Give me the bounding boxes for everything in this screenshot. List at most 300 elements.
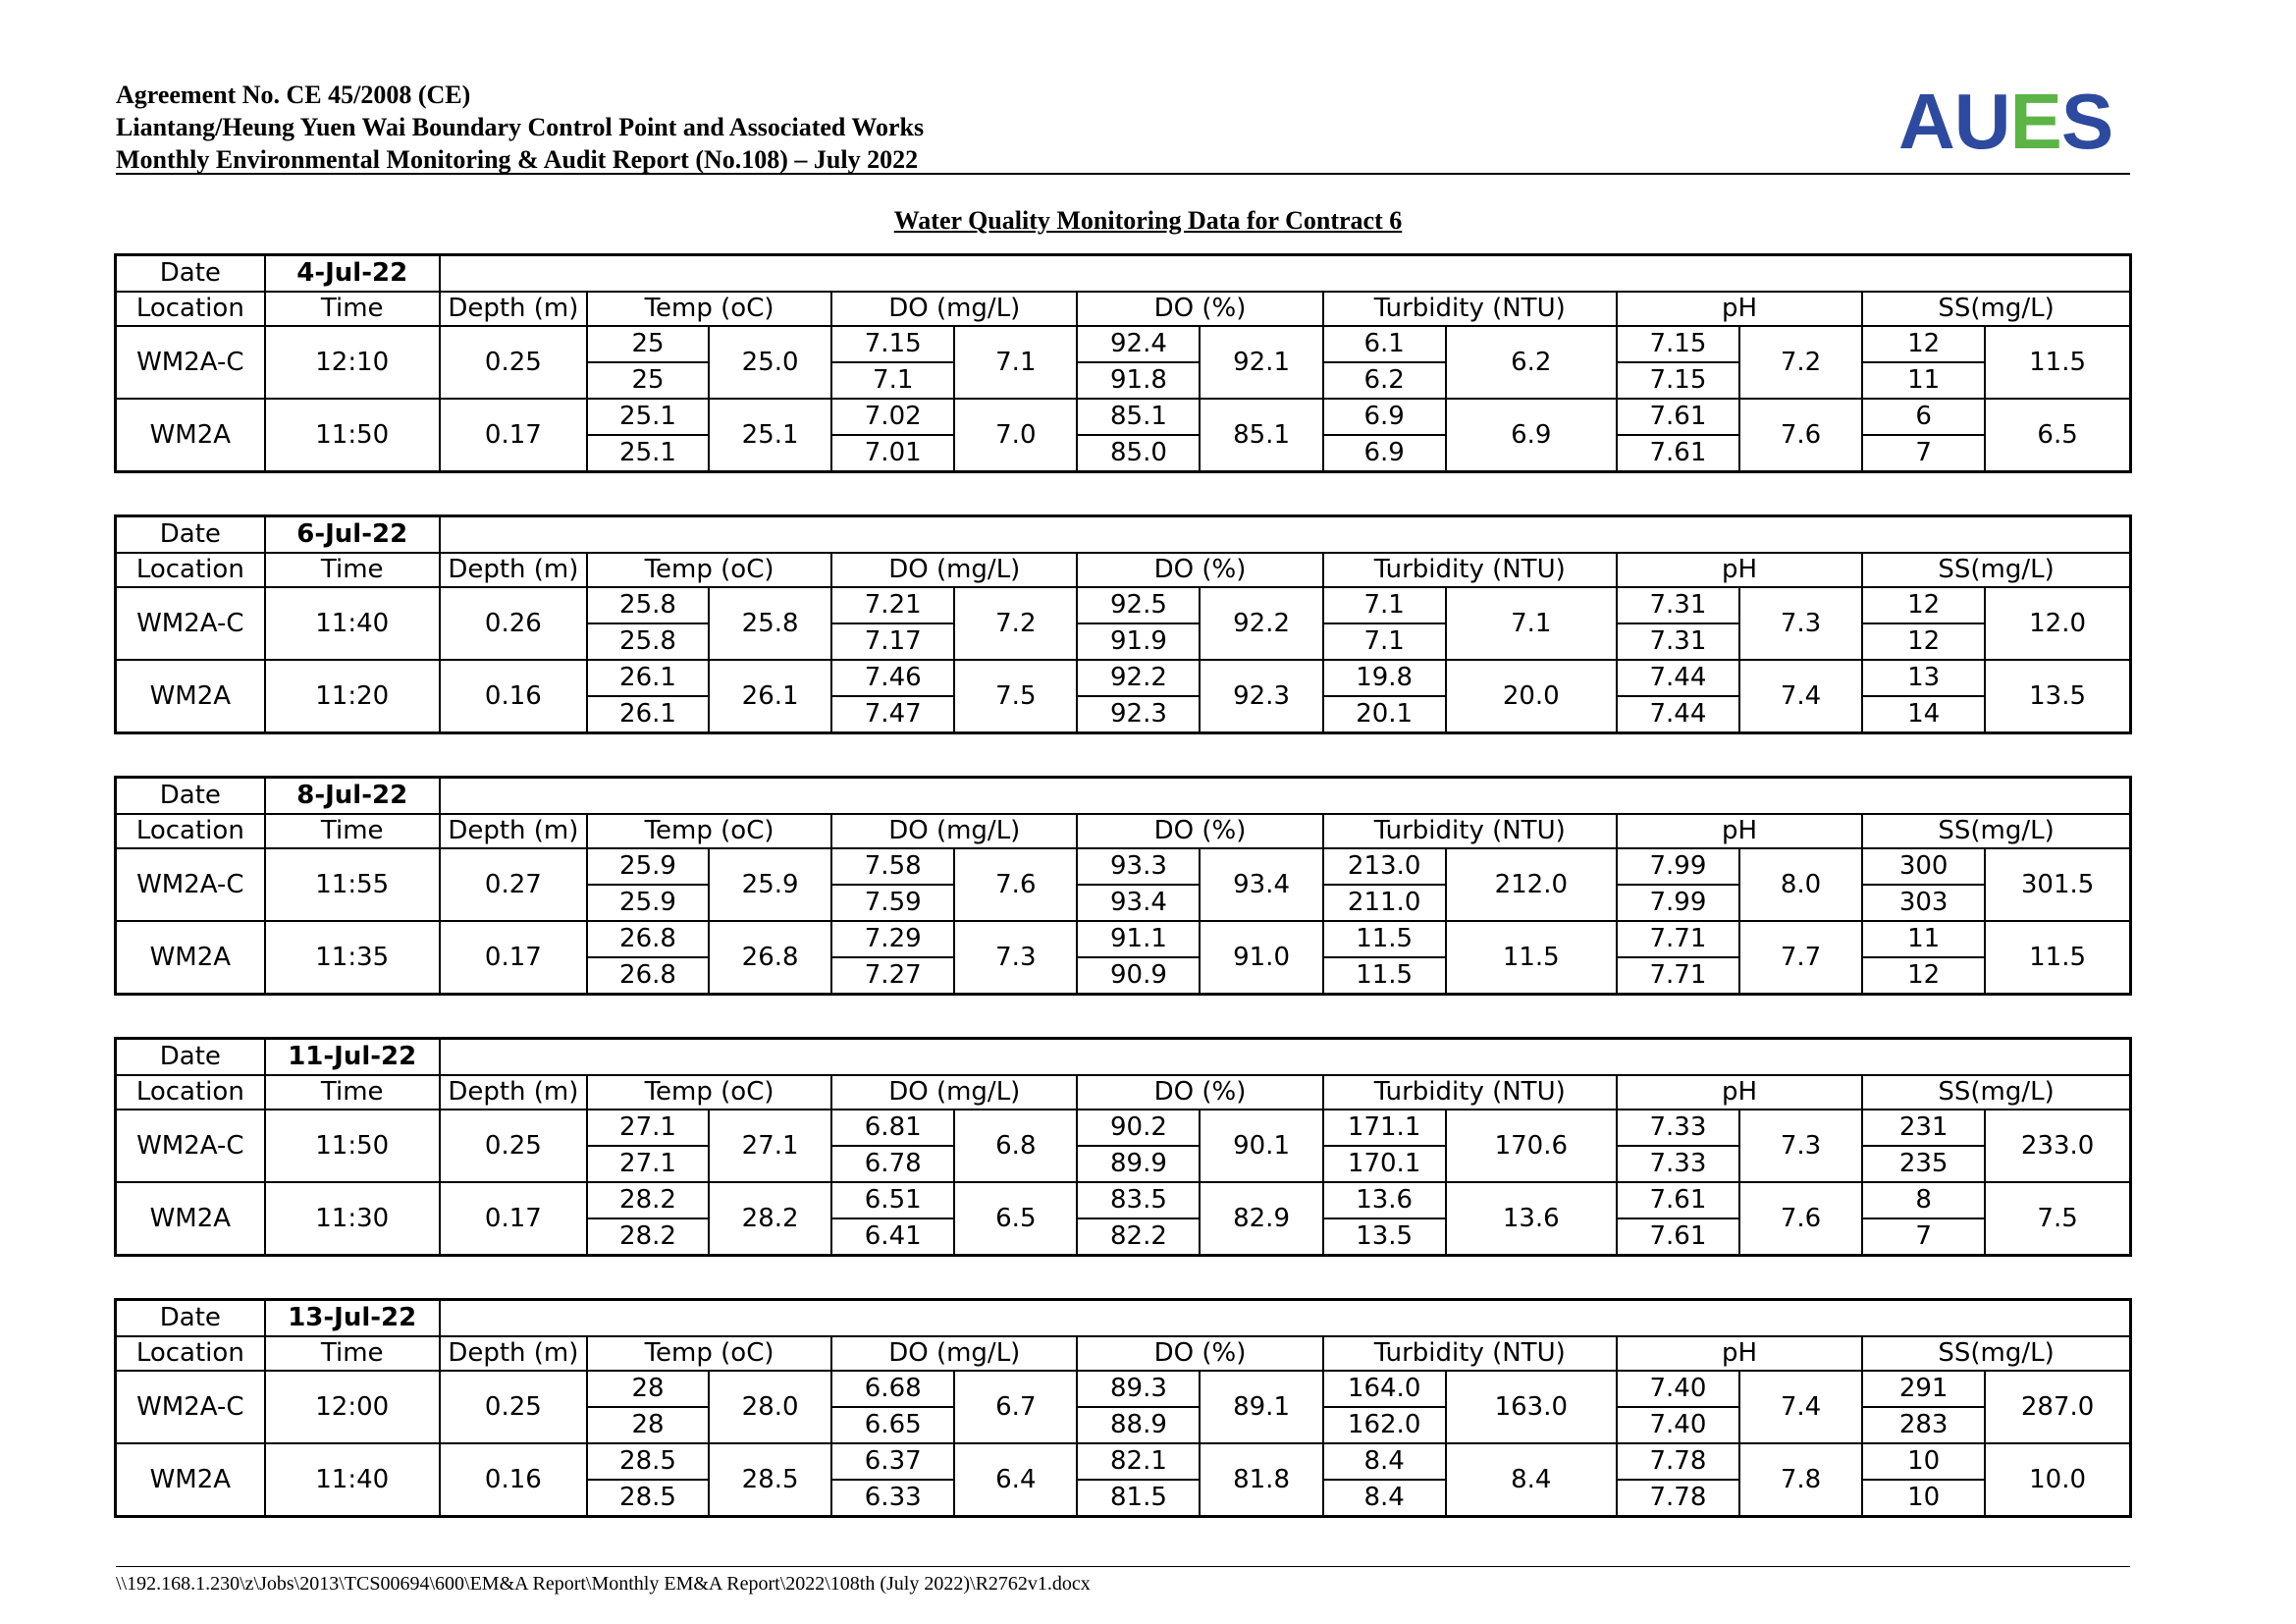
table-row (116, 399, 2131, 435)
location-cell: WM2A-C (116, 848, 265, 921)
do-pct-reading-1: 91.1 (1077, 921, 1200, 957)
temp-reading-2: 25.9 (587, 885, 709, 921)
do-mgl-average: 7.0 (954, 399, 1077, 472)
turbidity-reading-2: 8.4 (1323, 1480, 1446, 1517)
time-cell: 12:00 (265, 1371, 440, 1443)
temp-reading-2: 25 (587, 362, 709, 399)
do-mgl-reading-2: 6.78 (831, 1146, 954, 1182)
do-pct-reading-2: 81.5 (1077, 1480, 1200, 1517)
column-header-row (116, 553, 2131, 587)
do-mgl-reading-2: 6.33 (831, 1480, 954, 1517)
time-cell: 11:35 (265, 921, 440, 995)
turbidity-average: 7.1 (1446, 587, 1617, 660)
depth-cell: 0.25 (440, 326, 587, 399)
turbidity-reading-1: 19.8 (1323, 660, 1446, 696)
table-row (116, 1110, 2131, 1146)
ph-reading-1: 7.44 (1617, 660, 1739, 696)
temp-average: 26.1 (709, 660, 831, 733)
do-mgl-reading-2: 7.47 (831, 696, 954, 733)
ss-average: 7.5 (1985, 1182, 2130, 1256)
header-turbidity: Turbidity (NTU) (1323, 814, 1617, 848)
depth-cell: 0.27 (440, 848, 587, 921)
do-pct-reading-2: 91.8 (1077, 362, 1200, 399)
ph-average: 7.3 (1739, 587, 1862, 660)
do-pct-average: 91.0 (1200, 921, 1322, 995)
header-do-pct: DO (%) (1077, 1336, 1322, 1371)
do-mgl-average: 7.6 (954, 848, 1077, 921)
do-pct-reading-2: 82.2 (1077, 1218, 1200, 1256)
do-pct-average: 81.8 (1200, 1443, 1322, 1517)
header-do-pct: DO (%) (1077, 292, 1322, 326)
turbidity-reading-2: 162.0 (1323, 1407, 1446, 1443)
date-table (114, 253, 2132, 473)
table-row (116, 587, 2131, 623)
turbidity-reading-1: 11.5 (1323, 921, 1446, 957)
ss-reading-2: 12 (1862, 957, 1985, 995)
do-mgl-average: 7.1 (954, 326, 1077, 399)
header-location: Location (116, 814, 265, 848)
ph-reading-1: 7.31 (1617, 587, 1739, 623)
ss-average: 12.0 (1985, 587, 2130, 660)
ph-average: 8.0 (1739, 848, 1862, 921)
date-row (116, 1039, 2131, 1076)
do-mgl-reading-2: 6.65 (831, 1407, 954, 1443)
do-mgl-reading-2: 7.27 (831, 957, 954, 995)
turbidity-reading-1: 6.9 (1323, 399, 1446, 435)
temp-average: 26.8 (709, 921, 831, 995)
do-mgl-average: 7.2 (954, 587, 1077, 660)
header-ph: pH (1617, 1336, 1862, 1371)
column-header-row (116, 1336, 2131, 1371)
temp-average: 25.1 (709, 399, 831, 472)
footer-divider (116, 1566, 2130, 1567)
location-cell: WM2A (116, 1182, 265, 1256)
ss-reading-2: 303 (1862, 885, 1985, 921)
ph-average: 7.3 (1739, 1110, 1862, 1182)
temp-reading-1: 25 (587, 326, 709, 362)
header-do-pct: DO (%) (1077, 814, 1322, 848)
do-mgl-reading-1: 7.15 (831, 326, 954, 362)
turbidity-reading-2: 11.5 (1323, 957, 1446, 995)
do-pct-reading-1: 93.3 (1077, 848, 1200, 885)
turbidity-average: 11.5 (1446, 921, 1617, 995)
ss-reading-1: 12 (1862, 326, 1985, 362)
header-ss: SS(mg/L) (1862, 1075, 2130, 1110)
header-ss: SS(mg/L) (1862, 814, 2130, 848)
ss-reading-1: 10 (1862, 1443, 1985, 1480)
header-ph: pH (1617, 1075, 1862, 1110)
header-time: Time (265, 292, 440, 326)
column-header-row (116, 292, 2131, 326)
temp-reading-1: 28.2 (587, 1182, 709, 1218)
date-label: Date (116, 778, 265, 815)
temp-reading-1: 26.1 (587, 660, 709, 696)
temp-reading-2: 25.1 (587, 435, 709, 472)
ss-reading-1: 11 (1862, 921, 1985, 957)
header-location: Location (116, 1336, 265, 1371)
table-row (116, 921, 2131, 957)
temp-reading-2: 26.8 (587, 957, 709, 995)
do-mgl-average: 6.7 (954, 1371, 1077, 1443)
turbidity-reading-1: 13.6 (1323, 1182, 1446, 1218)
turbidity-reading-2: 20.1 (1323, 696, 1446, 733)
header-depth: Depth (m) (440, 553, 587, 587)
date-value: 13-Jul-22 (265, 1300, 440, 1337)
turbidity-reading-1: 171.1 (1323, 1110, 1446, 1146)
do-mgl-reading-1: 7.46 (831, 660, 954, 696)
ss-reading-2: 12 (1862, 623, 1985, 660)
header-temp: Temp (oC) (587, 1075, 831, 1110)
date-row-blank (440, 1300, 2131, 1337)
ph-average: 7.4 (1739, 1371, 1862, 1443)
do-pct-reading-1: 83.5 (1077, 1182, 1200, 1218)
table-row (116, 1182, 2131, 1218)
ph-reading-1: 7.99 (1617, 848, 1739, 885)
depth-cell: 0.17 (440, 921, 587, 995)
project-name: Liantang/Heung Yuen Wai Boundary Control Point and Associated Works (116, 113, 925, 141)
turbidity-reading-1: 164.0 (1323, 1371, 1446, 1407)
header-turbidity: Turbidity (NTU) (1323, 1075, 1617, 1110)
ss-reading-2: 235 (1862, 1146, 1985, 1182)
do-mgl-reading-1: 6.51 (831, 1182, 954, 1218)
header-do-mgl: DO (mg/L) (831, 292, 1077, 326)
do-pct-reading-1: 85.1 (1077, 399, 1200, 435)
depth-cell: 0.16 (440, 1443, 587, 1517)
location-cell: WM2A (116, 660, 265, 733)
ss-average: 233.0 (1985, 1110, 2130, 1182)
header-do-mgl: DO (mg/L) (831, 1075, 1077, 1110)
table-row (116, 1443, 2131, 1480)
turbidity-reading-1: 7.1 (1323, 587, 1446, 623)
location-cell: WM2A (116, 921, 265, 995)
turbidity-average: 20.0 (1446, 660, 1617, 733)
do-pct-average: 90.1 (1200, 1110, 1322, 1182)
header-location: Location (116, 292, 265, 326)
location-cell: WM2A-C (116, 1371, 265, 1443)
ss-average: 6.5 (1985, 399, 2130, 472)
date-label: Date (116, 1039, 265, 1076)
ss-reading-2: 283 (1862, 1407, 1985, 1443)
turbidity-reading-1: 213.0 (1323, 848, 1446, 885)
date-row-blank (440, 778, 2131, 815)
header-depth: Depth (m) (440, 1336, 587, 1371)
header-time: Time (265, 1075, 440, 1110)
temp-reading-1: 26.8 (587, 921, 709, 957)
depth-cell: 0.16 (440, 660, 587, 733)
do-mgl-average: 6.8 (954, 1110, 1077, 1182)
do-pct-average: 93.4 (1200, 848, 1322, 921)
ph-average: 7.6 (1739, 1182, 1862, 1256)
do-mgl-reading-2: 7.01 (831, 435, 954, 472)
depth-cell: 0.25 (440, 1110, 587, 1182)
ss-average: 301.5 (1985, 848, 2130, 921)
temp-reading-1: 25.1 (587, 399, 709, 435)
time-cell: 11:40 (265, 1443, 440, 1517)
do-mgl-reading-1: 7.58 (831, 848, 954, 885)
temp-reading-2: 25.8 (587, 623, 709, 660)
ss-reading-1: 300 (1862, 848, 1985, 885)
do-mgl-reading-2: 6.41 (831, 1218, 954, 1256)
header-do-pct: DO (%) (1077, 553, 1322, 587)
header-depth: Depth (m) (440, 814, 587, 848)
do-mgl-reading-1: 6.37 (831, 1443, 954, 1480)
temp-average: 28.2 (709, 1182, 831, 1256)
date-row (116, 255, 2131, 293)
header-turbidity: Turbidity (NTU) (1323, 553, 1617, 587)
date-value: 8-Jul-22 (265, 778, 440, 815)
table-row (116, 1371, 2131, 1407)
date-table (114, 1037, 2132, 1257)
turbidity-average: 170.6 (1446, 1110, 1617, 1182)
time-cell: 11:30 (265, 1182, 440, 1256)
do-pct-reading-2: 90.9 (1077, 957, 1200, 995)
time-cell: 11:50 (265, 399, 440, 472)
turbidity-reading-2: 170.1 (1323, 1146, 1446, 1182)
header-temp: Temp (oC) (587, 292, 831, 326)
do-pct-reading-2: 93.4 (1077, 885, 1200, 921)
ph-average: 7.2 (1739, 326, 1862, 399)
ss-reading-1: 12 (1862, 587, 1985, 623)
header-divider (116, 173, 2130, 175)
do-mgl-reading-1: 6.81 (831, 1110, 954, 1146)
temp-reading-1: 27.1 (587, 1110, 709, 1146)
location-cell: WM2A-C (116, 326, 265, 399)
do-pct-average: 92.3 (1200, 660, 1322, 733)
date-label: Date (116, 255, 265, 293)
page-title: Water Quality Monitoring Data for Contract 6 (893, 206, 1403, 235)
header-ph: pH (1617, 292, 1862, 326)
header-time: Time (265, 1336, 440, 1371)
ph-reading-2: 7.71 (1617, 957, 1739, 995)
time-cell: 11:55 (265, 848, 440, 921)
temp-reading-1: 28 (587, 1371, 709, 1407)
ph-reading-2: 7.40 (1617, 1407, 1739, 1443)
temp-average: 25.9 (709, 848, 831, 921)
ph-reading-2: 7.44 (1617, 696, 1739, 733)
ph-reading-2: 7.61 (1617, 435, 1739, 472)
date-value: 4-Jul-22 (265, 255, 440, 293)
date-row-blank (440, 516, 2131, 554)
temp-reading-2: 28.2 (587, 1218, 709, 1256)
location-cell: WM2A-C (116, 587, 265, 660)
ss-reading-1: 6 (1862, 399, 1985, 435)
ss-reading-1: 231 (1862, 1110, 1985, 1146)
do-pct-average: 92.1 (1200, 326, 1322, 399)
do-mgl-average: 6.4 (954, 1443, 1077, 1517)
header-depth: Depth (m) (440, 292, 587, 326)
location-cell: WM2A (116, 1443, 265, 1517)
depth-cell: 0.25 (440, 1371, 587, 1443)
date-row (116, 778, 2131, 815)
do-mgl-reading-1: 7.29 (831, 921, 954, 957)
ss-reading-2: 7 (1862, 435, 1985, 472)
ss-average: 13.5 (1985, 660, 2130, 733)
do-pct-reading-2: 88.9 (1077, 1407, 1200, 1443)
header-turbidity: Turbidity (NTU) (1323, 292, 1617, 326)
column-header-row (116, 1075, 2131, 1110)
ph-reading-1: 7.61 (1617, 1182, 1739, 1218)
header-time: Time (265, 814, 440, 848)
location-cell: WM2A (116, 399, 265, 472)
do-pct-reading-2: 89.9 (1077, 1146, 1200, 1182)
time-cell: 11:20 (265, 660, 440, 733)
do-pct-reading-1: 92.5 (1077, 587, 1200, 623)
agreement-number: Agreement No. CE 45/2008 (CE) (116, 81, 471, 109)
do-mgl-reading-2: 7.1 (831, 362, 954, 399)
ss-reading-1: 291 (1862, 1371, 1985, 1407)
temp-average: 28.0 (709, 1371, 831, 1443)
header-temp: Temp (oC) (587, 1336, 831, 1371)
header-ss: SS(mg/L) (1862, 553, 2130, 587)
date-table (114, 776, 2132, 996)
date-row (116, 1300, 2131, 1337)
ss-average: 11.5 (1985, 326, 2130, 399)
turbidity-average: 6.9 (1446, 399, 1617, 472)
ph-reading-2: 7.15 (1617, 362, 1739, 399)
header-turbidity: Turbidity (NTU) (1323, 1336, 1617, 1371)
temp-reading-2: 28 (587, 1407, 709, 1443)
temp-reading-2: 28.5 (587, 1480, 709, 1517)
depth-cell: 0.26 (440, 587, 587, 660)
do-pct-reading-2: 92.3 (1077, 696, 1200, 733)
turbidity-reading-2: 211.0 (1323, 885, 1446, 921)
ss-reading-2: 14 (1862, 696, 1985, 733)
temp-reading-1: 28.5 (587, 1443, 709, 1480)
ph-reading-1: 7.71 (1617, 921, 1739, 957)
file-path-footer: \\192.168.1.230\z\Jobs\2013\TCS00694\600\EM&A Report\Monthly EM&A Report\2022\108th (July 2022)\R2762v1.docx (116, 1573, 1091, 1595)
depth-cell: 0.17 (440, 1182, 587, 1256)
turbidity-reading-1: 6.1 (1323, 326, 1446, 362)
ph-reading-1: 7.61 (1617, 399, 1739, 435)
date-value: 6-Jul-22 (265, 516, 440, 554)
do-pct-reading-1: 92.2 (1077, 660, 1200, 696)
turbidity-reading-2: 7.1 (1323, 623, 1446, 660)
ph-reading-2: 7.31 (1617, 623, 1739, 660)
turbidity-reading-2: 13.5 (1323, 1218, 1446, 1256)
do-mgl-reading-2: 7.59 (831, 885, 954, 921)
temp-reading-1: 25.9 (587, 848, 709, 885)
location-cell: WM2A-C (116, 1110, 265, 1182)
do-pct-average: 89.1 (1200, 1371, 1322, 1443)
turbidity-average: 8.4 (1446, 1443, 1617, 1517)
temp-reading-2: 26.1 (587, 696, 709, 733)
temp-average: 28.5 (709, 1443, 831, 1517)
date-label: Date (116, 1300, 265, 1337)
ss-reading-1: 8 (1862, 1182, 1985, 1218)
ph-average: 7.8 (1739, 1443, 1862, 1517)
time-cell: 11:50 (265, 1110, 440, 1182)
header-time: Time (265, 553, 440, 587)
temp-reading-1: 25.8 (587, 587, 709, 623)
do-pct-average: 85.1 (1200, 399, 1322, 472)
header-location: Location (116, 553, 265, 587)
ph-average: 7.4 (1739, 660, 1862, 733)
ph-reading-1: 7.78 (1617, 1443, 1739, 1480)
temp-average: 27.1 (709, 1110, 831, 1182)
time-cell: 12:10 (265, 326, 440, 399)
date-table (114, 514, 2132, 734)
temp-average: 25.0 (709, 326, 831, 399)
time-cell: 11:40 (265, 587, 440, 660)
do-pct-reading-1: 89.3 (1077, 1371, 1200, 1407)
header-ss: SS(mg/L) (1862, 292, 2130, 326)
table-row (116, 660, 2131, 696)
ph-reading-1: 7.40 (1617, 1371, 1739, 1407)
ph-reading-2: 7.78 (1617, 1480, 1739, 1517)
header-depth: Depth (m) (440, 1075, 587, 1110)
date-value: 11-Jul-22 (265, 1039, 440, 1076)
header-temp: Temp (oC) (587, 814, 831, 848)
turbidity-average: 212.0 (1446, 848, 1617, 921)
ss-average: 287.0 (1985, 1371, 2130, 1443)
do-pct-average: 82.9 (1200, 1182, 1322, 1256)
date-row (116, 516, 2131, 554)
table-row (116, 848, 2131, 885)
header-do-mgl: DO (mg/L) (831, 814, 1077, 848)
ph-reading-2: 7.99 (1617, 885, 1739, 921)
table-row (116, 326, 2131, 362)
report-header (116, 79, 2130, 176)
header-do-mgl: DO (mg/L) (831, 1336, 1077, 1371)
ss-reading-2: 7 (1862, 1218, 1985, 1256)
do-pct-average: 92.2 (1200, 587, 1322, 660)
do-mgl-reading-1: 7.21 (831, 587, 954, 623)
header-ph: pH (1617, 553, 1862, 587)
ph-reading-2: 7.33 (1617, 1146, 1739, 1182)
do-pct-reading-2: 91.9 (1077, 623, 1200, 660)
do-pct-reading-1: 92.4 (1077, 326, 1200, 362)
turbidity-average: 13.6 (1446, 1182, 1617, 1256)
do-mgl-average: 6.5 (954, 1182, 1077, 1256)
date-row-blank (440, 255, 2131, 293)
turbidity-reading-1: 8.4 (1323, 1443, 1446, 1480)
do-mgl-reading-2: 7.17 (831, 623, 954, 660)
turbidity-average: 163.0 (1446, 1371, 1617, 1443)
do-mgl-reading-1: 6.68 (831, 1371, 954, 1407)
header-ph: pH (1617, 814, 1862, 848)
ph-average: 7.6 (1739, 399, 1862, 472)
ss-reading-1: 13 (1862, 660, 1985, 696)
ss-reading-2: 10 (1862, 1480, 1985, 1517)
do-mgl-average: 7.5 (954, 660, 1077, 733)
turbidity-reading-2: 6.2 (1323, 362, 1446, 399)
depth-cell: 0.17 (440, 399, 587, 472)
ss-reading-2: 11 (1862, 362, 1985, 399)
do-pct-reading-1: 90.2 (1077, 1110, 1200, 1146)
do-mgl-average: 7.3 (954, 921, 1077, 995)
ph-reading-2: 7.61 (1617, 1218, 1739, 1256)
header-location: Location (116, 1075, 265, 1110)
header-do-pct: DO (%) (1077, 1075, 1322, 1110)
do-mgl-reading-1: 7.02 (831, 399, 954, 435)
ph-average: 7.7 (1739, 921, 1862, 995)
column-header-row (116, 814, 2131, 848)
ss-average: 11.5 (1985, 921, 2130, 995)
ph-reading-1: 7.33 (1617, 1110, 1739, 1146)
header-do-mgl: DO (mg/L) (831, 553, 1077, 587)
ss-average: 10.0 (1985, 1443, 2130, 1517)
do-pct-reading-1: 82.1 (1077, 1443, 1200, 1480)
header-temp: Temp (oC) (587, 553, 831, 587)
turbidity-average: 6.2 (1446, 326, 1617, 399)
do-pct-reading-2: 85.0 (1077, 435, 1200, 472)
temp-reading-2: 27.1 (587, 1146, 709, 1182)
turbidity-reading-2: 6.9 (1323, 435, 1446, 472)
date-label: Date (116, 516, 265, 554)
date-row-blank (440, 1039, 2131, 1076)
ph-reading-1: 7.15 (1617, 326, 1739, 362)
report-name: Monthly Environmental Monitoring & Audit Report (No.108) – July 2022 (116, 145, 919, 174)
